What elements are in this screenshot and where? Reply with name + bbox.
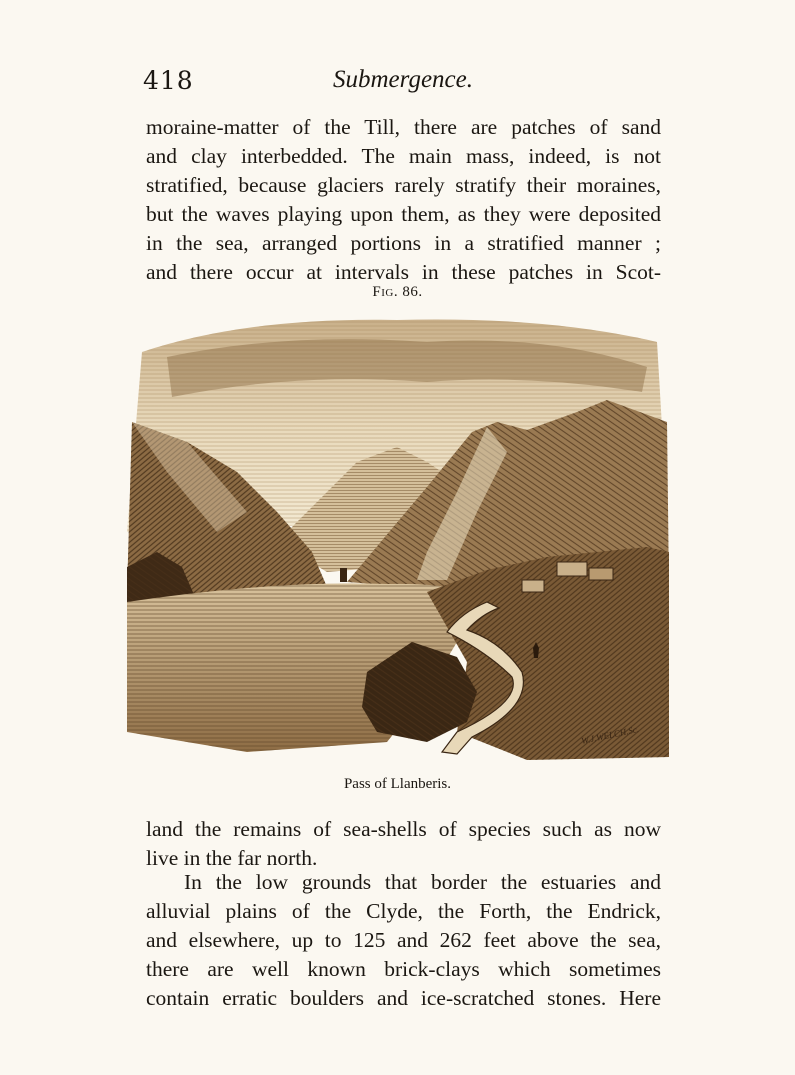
text-line: land the remains of sea-shells of species such as now [146, 817, 661, 841]
paragraph-3 [146, 868, 661, 1013]
page-header [143, 66, 663, 100]
figure-caption: Pass of Llanberis. [343, 776, 452, 792]
text-line: but the waves playing upon them, as they were deposited [146, 202, 661, 226]
engraving-illustration [127, 312, 669, 762]
landscape-engraving [127, 312, 669, 762]
text-line: and elsewhere, up to 125 and 262 feet above the sea, [146, 928, 661, 952]
figure-label-text: Fig. 86. [372, 284, 423, 300]
paragraph-1 [146, 113, 661, 287]
engraver-signature: W.J.WELCH.Sc. [580, 723, 640, 746]
text-line: In the low grounds that border the estuaries and [184, 870, 661, 894]
running-title: Submergence. [333, 66, 473, 93]
paragraph-2 [146, 815, 661, 873]
text-line: and clay interbedded. The main mass, indeed, is not [146, 144, 661, 168]
text-line: in the sea, arranged portions in a stratified manner ; [146, 231, 661, 255]
text-line: contain erratic boulders and ice-scratched stones. Here [146, 986, 661, 1010]
page-number: 418 [143, 66, 194, 95]
text-line: there are well known brick-clays which sometimes [146, 957, 661, 981]
text-line: live in the far north. [146, 846, 318, 870]
text-line: stratified, because glaciers rarely stratify their moraines, [146, 173, 661, 197]
text-line: alluvial plains of the Clyde, the Forth, the Endrick, [146, 899, 661, 923]
text-line: moraine-matter of the Till, there are patches of sand [146, 115, 661, 139]
text-line: and there occur at intervals in these patches in Scot- [146, 260, 661, 284]
figure-label [0, 284, 795, 301]
castle-tower-icon [340, 568, 347, 582]
